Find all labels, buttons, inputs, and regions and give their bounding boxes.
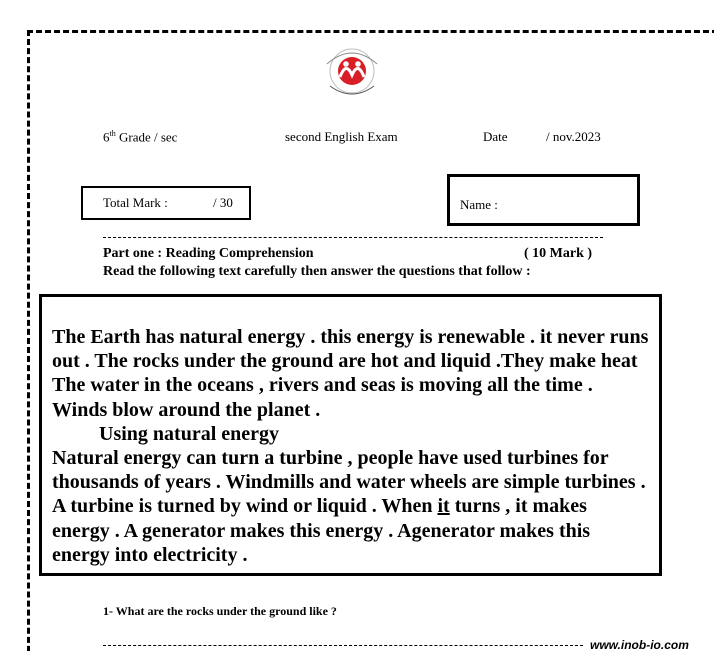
school-logo	[307, 44, 397, 102]
total-mark-value: / 30	[213, 195, 233, 210]
instructions: Read the following text carefully then answer the questions that follow :	[103, 264, 531, 279]
reading-passage	[39, 294, 662, 576]
exam-title: second English Exam	[285, 129, 398, 144]
name-label: Name :	[460, 197, 498, 212]
total-mark-box	[81, 186, 251, 220]
part-mark: ( 10 Mark )	[524, 246, 593, 261]
passage-paragraph-2: Natural energy can turn a turbine , people have used turbines for thousands of years . Windmills and water wheels are simple turbines . A turbine is turned by wind or liquid . When it turns , it makes energy . A generator makes this energy . Agenerator makes this energy into electricity .	[52, 447, 646, 566]
part-title: Part one : Reading Comprehension	[103, 246, 314, 261]
name-box[interactable]	[447, 174, 640, 226]
watermark: www.inob-io.com	[590, 638, 689, 651]
answer-line[interactable]	[103, 645, 583, 646]
total-mark-label: Total Mark :	[103, 195, 168, 210]
question-1: 1- What are the rocks under the ground like ?	[103, 604, 337, 618]
date-value: / nov.2023	[546, 129, 601, 144]
date-label: Date	[483, 129, 508, 144]
passage-subtitle: Using natural energy	[99, 422, 279, 445]
passage-paragraph-1: The Earth has natural energy . this energy is renewable . it never runs out . The rocks under the ground are hot and liquid .They make heat The water in the oceans , rivers and seas is moving all the time . Winds blow around the planet .	[52, 326, 649, 421]
divider-line	[103, 237, 603, 238]
grade-label: 6th Grade / sec	[103, 129, 178, 145]
